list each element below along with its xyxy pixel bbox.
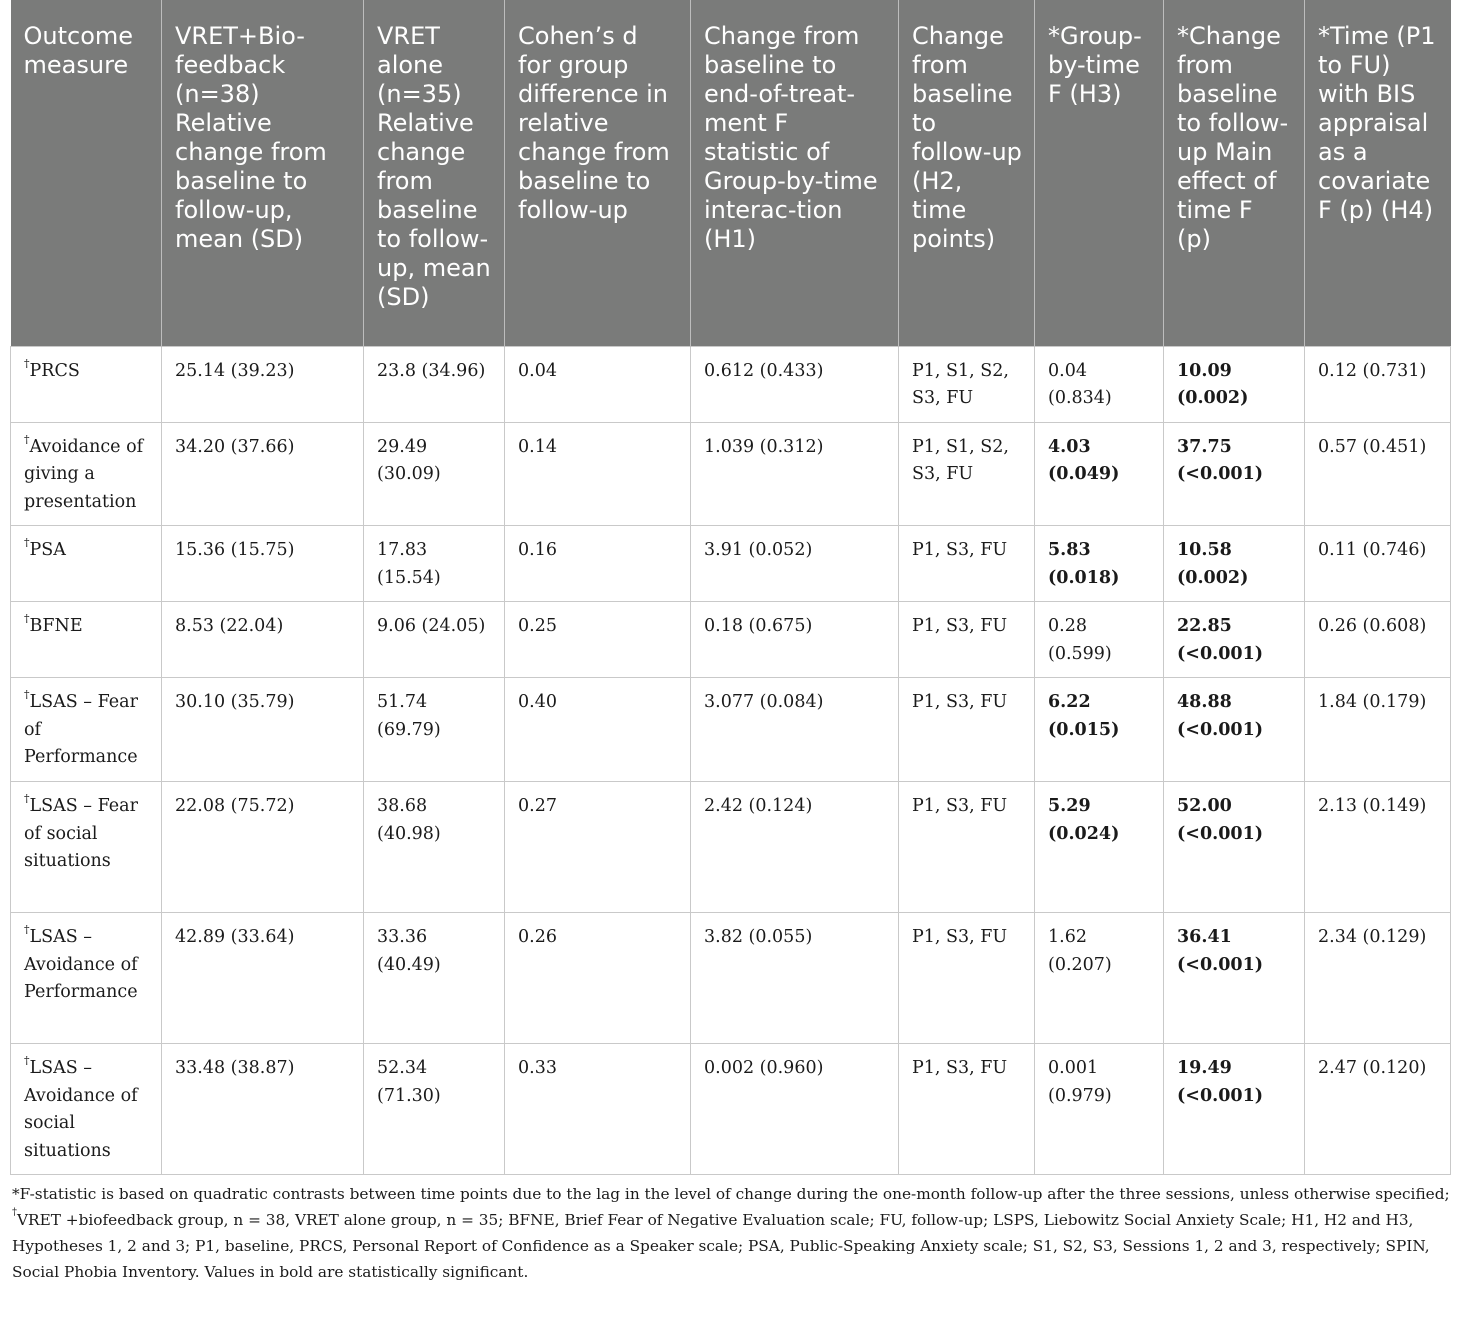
dagger-mark: † <box>24 432 30 446</box>
h2-cell: P1, S3, FU <box>899 782 1035 913</box>
outcome-measure-cell <box>11 782 162 913</box>
header-main-time: *Change from baseline to follow-up Main effect of time F (p) <box>1164 0 1305 346</box>
h2-cell: P1, S3, FU <box>899 602 1035 678</box>
table-row <box>11 913 1451 1044</box>
vret-alone-cell: 52.34 (71.30) <box>364 1044 505 1175</box>
footnote-part1: *F-statistic is based on quadratic contrasts between time points due to the lag in the level of change during the one-month follow-up after the three sessions, unless otherwise specified; <box>12 1185 1450 1203</box>
outcome-measure-label: PSA <box>29 540 66 560</box>
cohens-d-cell: 0.16 <box>505 526 691 602</box>
h2-cell: P1, S1, S2, S3, FU <box>899 346 1035 422</box>
h3-cell: 0.001 (0.979) <box>1035 1044 1164 1175</box>
outcome-measure-label: BFNE <box>29 616 83 636</box>
table-row <box>11 1044 1451 1175</box>
h2-cell: P1, S3, FU <box>899 913 1035 1044</box>
outcome-measure-label: PRCS <box>29 360 80 381</box>
table-row <box>11 602 1451 678</box>
vret-biofeedback-cell: 42.89 (33.64) <box>162 913 364 1044</box>
header-h2: Change from baseline to follow-up (H2, time points) <box>899 0 1035 346</box>
h3-cell: 6.22 (0.015) <box>1035 678 1164 782</box>
footnote-part2: VRET +biofeedback group, n = 38, VRET alone group, n = 35; BFNE, Brief Fear of Negative Evaluation scale; FU, follow-up; LSPS, Liebowitz Social Anxiety Scale; H1, H2 and H3, Hypotheses 1, 2 and 3; P1, baseline, PRCS, Personal Report of Confidence as a Speaker scale; PSA, Public-Speaking Anxiety scale; S1, S2, S3, Sessions 1, 2 and 3, respectively; SPIN, Social Phobia Inventory. Values in bold are statistically significant. <box>12 1211 1430 1281</box>
dagger-mark: † <box>12 1207 17 1218</box>
header-vret-alone: VRET alone (n=35) Relative change from baseline to follow-up, mean (SD) <box>364 0 505 346</box>
main-time-cell: 37.75 (<0.001) <box>1164 422 1305 526</box>
h3-cell: 1.62 (0.207) <box>1035 913 1164 1044</box>
h1-cell: 3.82 (0.055) <box>691 913 899 1044</box>
main-time-cell: 10.58 (0.002) <box>1164 526 1305 602</box>
cohens-d-cell: 0.27 <box>505 782 691 913</box>
h2-cell: P1, S3, FU <box>899 1044 1035 1175</box>
outcome-measure-label: LSAS – Fear of Performance <box>24 692 138 767</box>
table-row <box>11 346 1451 422</box>
main-time-cell: 52.00 (<0.001) <box>1164 782 1305 913</box>
vret-biofeedback-cell: 33.48 (38.87) <box>162 1044 364 1175</box>
results-table <box>10 0 1451 1175</box>
main-time-cell: 36.41 (<0.001) <box>1164 913 1305 1044</box>
main-time-cell: 10.09 (0.002) <box>1164 346 1305 422</box>
dagger-mark: † <box>24 792 30 805</box>
outcome-measure-label: LSAS – Fear of social situations <box>24 796 138 871</box>
dagger-mark: † <box>24 923 30 936</box>
dagger-mark: † <box>24 356 30 370</box>
outcome-measure-cell <box>11 913 162 1044</box>
table-row <box>11 782 1451 913</box>
cohens-d-cell: 0.26 <box>505 913 691 1044</box>
table-row <box>11 678 1451 782</box>
h2-cell: P1, S3, FU <box>899 678 1035 782</box>
table-row <box>11 526 1451 602</box>
outcome-measure-cell <box>11 346 162 422</box>
vret-alone-cell: 9.06 (24.05) <box>364 602 505 678</box>
h1-cell: 3.077 (0.084) <box>691 678 899 782</box>
cohens-d-cell: 0.04 <box>505 346 691 422</box>
main-time-cell: 22.85 (<0.001) <box>1164 602 1305 678</box>
h4-cell: 2.13 (0.149) <box>1305 782 1451 913</box>
outcome-measure-label: Avoidance of giving a presentation <box>24 436 144 512</box>
vret-biofeedback-cell: 34.20 (37.66) <box>162 422 364 526</box>
table-row <box>11 422 1451 526</box>
dagger-mark: † <box>24 688 30 701</box>
results-table-container <box>10 0 1450 1285</box>
vret-alone-cell: 38.68 (40.98) <box>364 782 505 913</box>
h1-cell: 2.42 (0.124) <box>691 782 899 913</box>
vret-biofeedback-cell: 22.08 (75.72) <box>162 782 364 913</box>
h4-cell: 0.26 (0.608) <box>1305 602 1451 678</box>
outcome-measure-cell <box>11 1044 162 1175</box>
header-h4: *Time (P1 to FU) with BIS appraisal as a covariate F (p) (H4) <box>1305 0 1451 346</box>
outcome-measure-label: LSAS – Avoidance of Performance <box>24 927 138 1002</box>
cohens-d-cell: 0.33 <box>505 1044 691 1175</box>
main-time-cell: 48.88 (<0.001) <box>1164 678 1305 782</box>
vret-biofeedback-cell: 30.10 (35.79) <box>162 678 364 782</box>
header-row <box>11 0 1451 346</box>
h4-cell: 1.84 (0.179) <box>1305 678 1451 782</box>
outcome-measure-cell <box>11 422 162 526</box>
h4-cell: 0.12 (0.731) <box>1305 346 1451 422</box>
cohens-d-cell: 0.40 <box>505 678 691 782</box>
vret-alone-cell: 23.8 (34.96) <box>364 346 505 422</box>
header-outcome-measure: Outcome measure <box>11 0 162 346</box>
vret-alone-cell: 29.49 (30.09) <box>364 422 505 526</box>
h3-cell: 4.03 (0.049) <box>1035 422 1164 526</box>
table-body <box>11 346 1451 1175</box>
main-time-cell: 19.49 (<0.001) <box>1164 1044 1305 1175</box>
h1-cell: 3.91 (0.052) <box>691 526 899 602</box>
table-footnote <box>10 1175 1454 1285</box>
header-vret-biofeedback: VRET+Bio-feedback (n=38) Relative change from baseline to follow-up, mean (SD) <box>162 0 364 346</box>
dagger-mark: † <box>24 1054 30 1067</box>
dagger-mark: † <box>24 612 30 625</box>
vret-biofeedback-cell: 25.14 (39.23) <box>162 346 364 422</box>
h3-cell: 5.83 (0.018) <box>1035 526 1164 602</box>
vret-alone-cell: 17.83 (15.54) <box>364 526 505 602</box>
h4-cell: 0.11 (0.746) <box>1305 526 1451 602</box>
h2-cell: P1, S3, FU <box>899 526 1035 602</box>
header-h3: *Group-by-time F (H3) <box>1035 0 1164 346</box>
h3-cell: 5.29 (0.024) <box>1035 782 1164 913</box>
vret-biofeedback-cell: 15.36 (15.75) <box>162 526 364 602</box>
h1-cell: 0.002 (0.960) <box>691 1044 899 1175</box>
h1-cell: 1.039 (0.312) <box>691 422 899 526</box>
h4-cell: 2.47 (0.120) <box>1305 1044 1451 1175</box>
outcome-measure-cell <box>11 526 162 602</box>
h4-cell: 0.57 (0.451) <box>1305 422 1451 526</box>
cohens-d-cell: 0.14 <box>505 422 691 526</box>
h4-cell: 2.34 (0.129) <box>1305 913 1451 1044</box>
vret-biofeedback-cell: 8.53 (22.04) <box>162 602 364 678</box>
outcome-measure-label: LSAS – Avoidance of social situations <box>24 1058 138 1161</box>
h1-cell: 0.612 (0.433) <box>691 346 899 422</box>
outcome-measure-cell <box>11 602 162 678</box>
header-cohens-d: Cohen’s d for group difference in relative change from baseline to follow-up <box>505 0 691 346</box>
h3-cell: 0.04 (0.834) <box>1035 346 1164 422</box>
vret-alone-cell: 51.74 (69.79) <box>364 678 505 782</box>
header-h1: Change from baseline to end-of-treat-ment F statistic of Group-by-time interac-tion (H1) <box>691 0 899 346</box>
h3-cell: 0.28 (0.599) <box>1035 602 1164 678</box>
vret-alone-cell: 33.36 (40.49) <box>364 913 505 1044</box>
outcome-measure-cell <box>11 678 162 782</box>
h1-cell: 0.18 (0.675) <box>691 602 899 678</box>
cohens-d-cell: 0.25 <box>505 602 691 678</box>
dagger-mark: † <box>24 536 30 549</box>
h2-cell: P1, S1, S2, S3, FU <box>899 422 1035 526</box>
